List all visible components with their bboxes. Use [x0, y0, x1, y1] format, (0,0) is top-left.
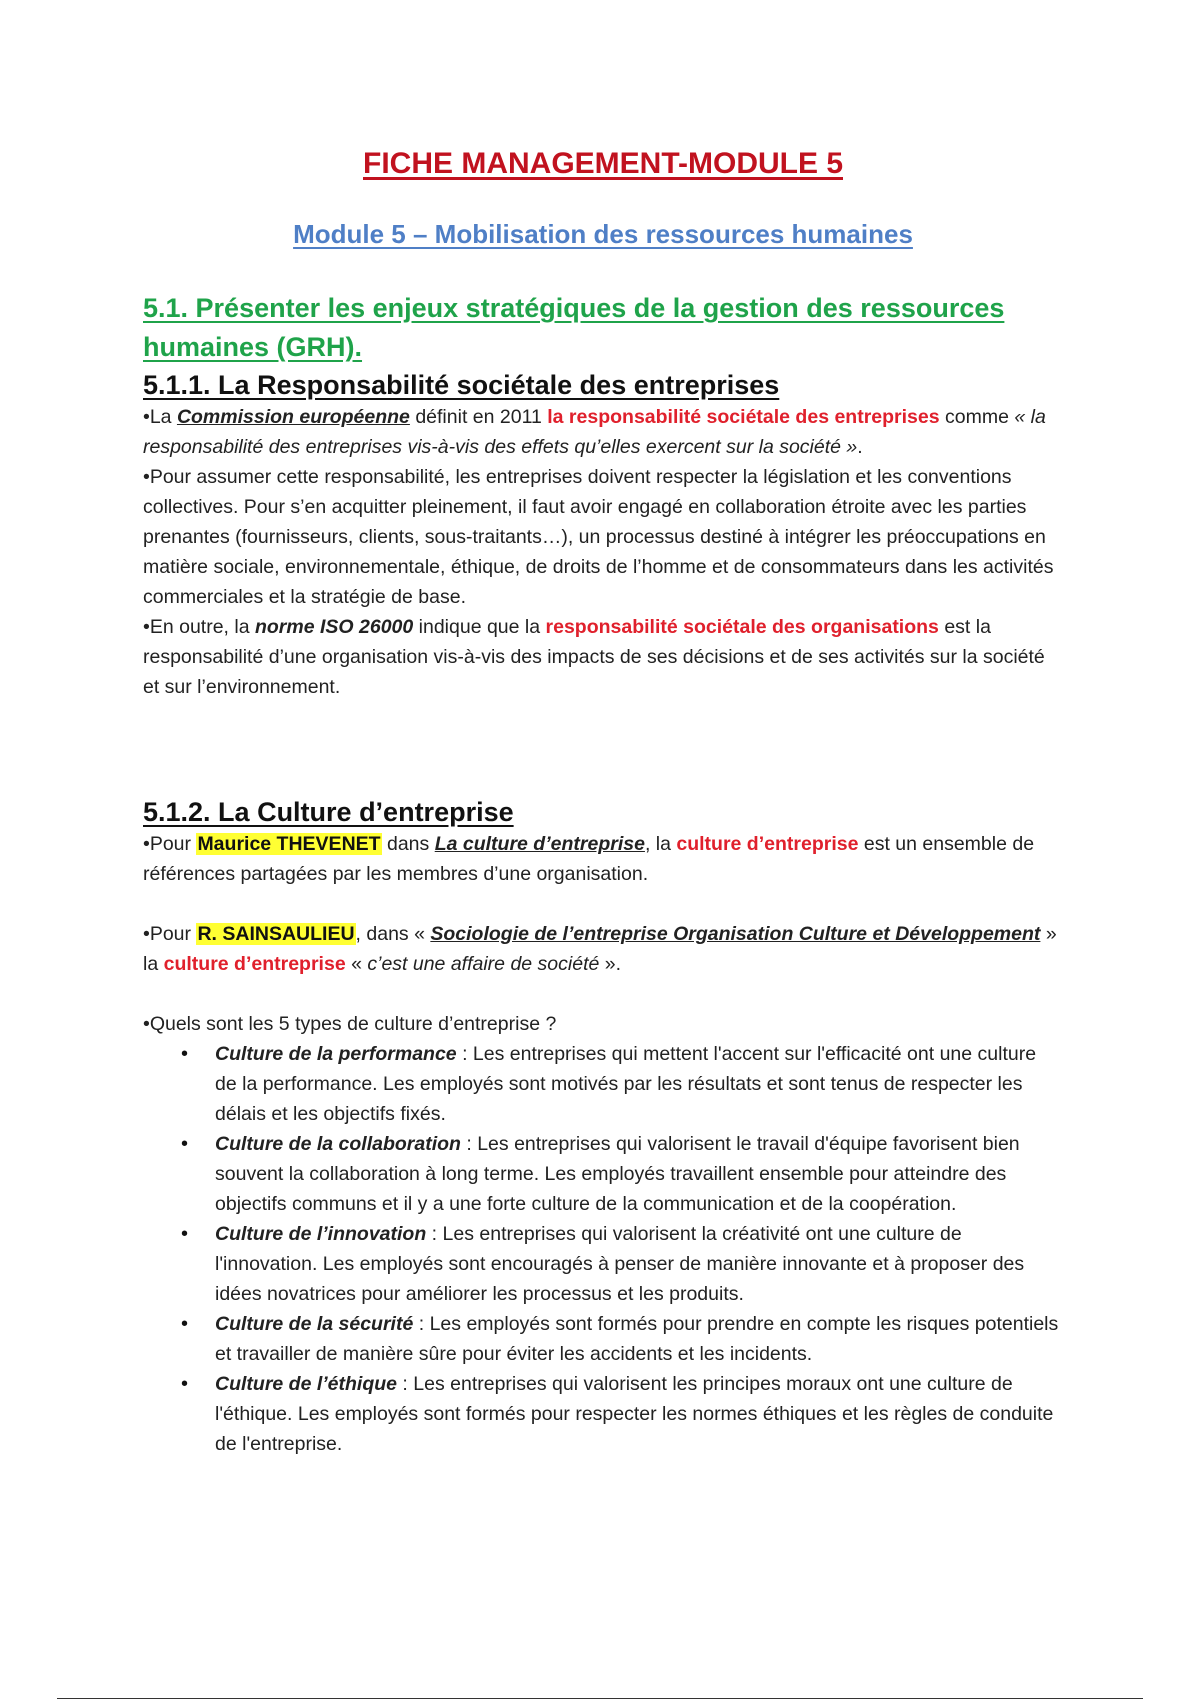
rse-term: la responsabilité sociétale des entreprises: [547, 406, 940, 428]
module-subtitle: Module 5 – Mobilisation des ressources humaines: [293, 219, 913, 249]
sainsaulieu-quote: c’est une affaire de société: [367, 953, 600, 975]
sainsaulieu-paragraph: •Pour R. SAINSAULIEU, dans « Sociologie de l’entreprise Organisation Culture et Développement » la culture d’entreprise « c’est une affaire de société ».: [143, 923, 1057, 975]
culture-types-list: [143, 1039, 1063, 1459]
book-title-culture: La culture d’entreprise: [434, 833, 645, 855]
list-item: • Culture de la performance : Les entreprises qui mettent l'accent sur l'efficacité ont une culture de la performance. Les employés sont motivés par les résultats et sont tenus de respecter les délais et les objectifs fixés.: [215, 1039, 1063, 1129]
culture-term-2: culture d’entreprise: [163, 953, 346, 975]
list-item: • Culture de l’éthique : Les entreprises qui valorisent les principes moraux ont une culture de l'éthique. Les employés sont formés pour respecter les normes éthiques et les règles de conduite de l'entreprise.: [215, 1369, 1063, 1459]
commission-europeenne: Commission européenne: [176, 406, 410, 428]
book-title-sociologie: Sociologie de l’entreprise Organisation Culture et Développement: [430, 923, 1041, 945]
culture-types-question: •Quels sont les 5 types de culture d’entreprise ?: [143, 1013, 557, 1035]
thevenet-highlight: Maurice THEVENET: [197, 833, 381, 855]
sainsaulieu-highlight: R. SAINSAULIEU: [197, 923, 355, 945]
iso-26000-term: norme ISO 26000: [254, 616, 414, 638]
section-5-1-1-heading: 5.1.1. La Responsabilité sociétale des entreprises: [143, 370, 780, 400]
section-5-1-heading: 5.1. Présenter les enjeux stratégiques de la gestion des ressources humaines (GRH).: [143, 293, 1005, 362]
rse-definition-paragraph: •La Commission européenne définit en 2011 la responsabilité sociétale des entreprises comme « la responsabilité des entreprises vis-à-vis des effets qu’elles exercent sur la société ».: [143, 406, 1046, 458]
section-5-1-2: [143, 795, 1063, 1459]
footer-divider: [57, 1698, 1143, 1699]
list-item: • Culture de la collaboration : Les entreprises qui valorisent le travail d'équipe favorisent bien souvent la collaboration à long terme. Les employés travaillent ensemble pour atteindre des objectifs communs et il y a une forte culture de la communication et de la coopération.: [215, 1129, 1063, 1219]
rse-obligations-paragraph: •Pour assumer cette responsabilité, les entreprises doivent respecter la législation et les conventions collectives. Pour s’en acquitter pleinement, il faut avoir engagé en collaboration étroite avec les parties prenantes (fournisseurs, clients, sous-traitants…), un processus destiné à intégrer les préoccupations en matière sociale, environnementale, éthique, de droits de l’homme et de consommateurs dans les activités commerciales et la stratégie de base.: [143, 466, 1054, 608]
section-5-1-1: [143, 368, 1063, 702]
thevenet-paragraph: •Pour Maurice THEVENET dans La culture d’entreprise, la culture d’entreprise est un ensemble de références partagées par les membres d’une organisation.: [143, 833, 1035, 885]
culture-term: culture d’entreprise: [676, 833, 859, 855]
rse-quote: « la responsabilité des entreprises vis-à-vis des effets qu’elles exercent sur la société »: [143, 406, 1046, 458]
rso-term: responsabilité sociétale des organisations: [545, 616, 939, 638]
list-item: • Culture de l’innovation : Les entreprises qui valorisent la créativité ont une culture de l'innovation. Les employés sont encouragés à penser de manière innovante et à proposer des idées novatrices pour améliorer les processus et les produits.: [215, 1219, 1063, 1309]
section-5-1-2-heading: 5.1.2. La Culture d’entreprise: [143, 797, 514, 827]
list-item: • Culture de la sécurité : Les employés sont formés pour prendre en compte les risques potentiels et travailler de manière sûre pour éviter les accidents et les incidents.: [215, 1309, 1063, 1369]
iso-26000-paragraph: •En outre, la norme ISO 26000 indique que la responsabilité sociétale des organisations est la responsabilité d’une organisation vis-à-vis des impacts de ses décisions et de ses activités sur la société et sur l’environnement.: [143, 616, 1045, 698]
page-title: FICHE MANAGEMENT-MODULE 5: [363, 147, 843, 180]
